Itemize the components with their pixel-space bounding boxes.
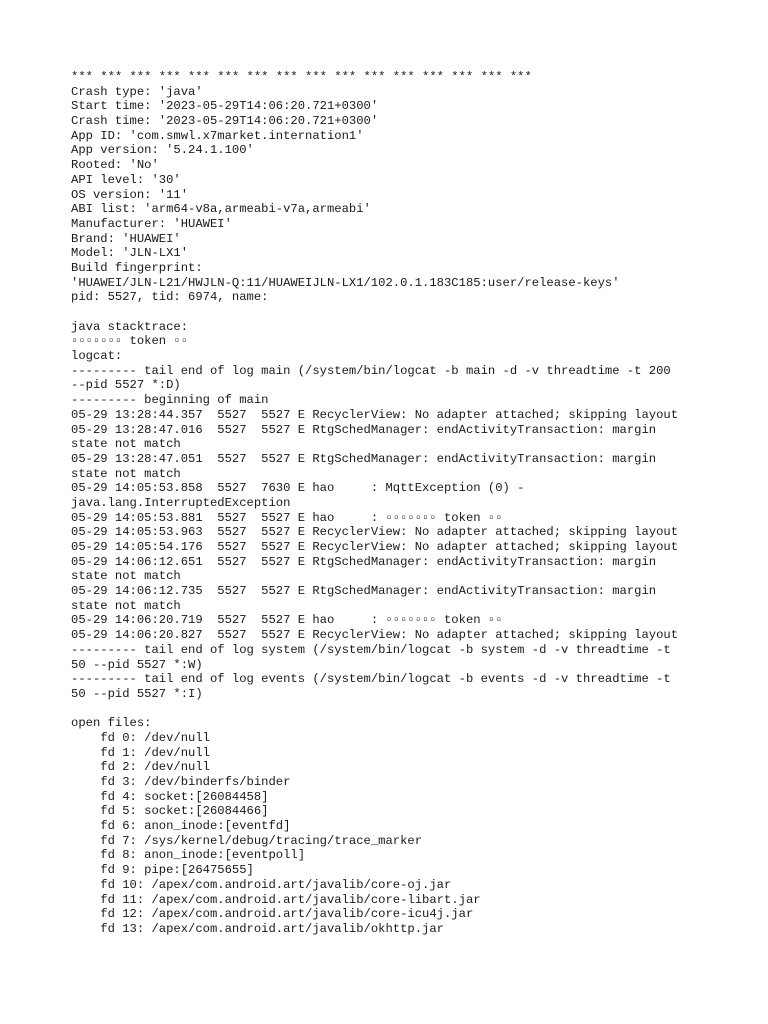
log-line: Brand: 'HUAWEI' bbox=[71, 231, 181, 246]
log-line: *** *** *** *** *** *** *** *** *** *** *** *** *** *** *** *** bbox=[71, 70, 532, 84]
log-line: logcat: bbox=[71, 349, 123, 364]
log-line: fd 1: /dev/null bbox=[71, 745, 210, 760]
log-line: ▫▫▫▫▫▫▫ token ▫▫ bbox=[71, 334, 189, 349]
log-line: fd 4: socket:[26084458] bbox=[71, 789, 269, 804]
log-line: Crash type: 'java' bbox=[71, 84, 203, 99]
log-line: 05-29 14:05:53.881 5527 5527 E hao : ▫▫▫▫▫▫▫ token ▫▫ bbox=[71, 510, 503, 525]
log-line: java.lang.InterruptedException bbox=[71, 495, 291, 510]
log-line: Crash time: '2023-05-29T14:06:20.721+0300' bbox=[71, 114, 379, 129]
log-line: 05-29 14:06:20.719 5527 5527 E hao : ▫▫▫▫▫▫▫ token ▫▫ bbox=[71, 613, 503, 628]
log-line: state not match bbox=[71, 466, 181, 481]
blank-line bbox=[71, 305, 761, 320]
log-line: --------- tail end of log system (/system/bin/logcat -b system -d -v threadtime -t bbox=[71, 642, 671, 657]
log-line: fd 13: /apex/com.android.art/javalib/okhttp.jar bbox=[71, 921, 444, 936]
log-line: 05-29 13:28:47.016 5527 5527 E RtgSchedManager: endActivityTransaction: margin bbox=[71, 422, 657, 437]
log-line: --------- tail end of log events (/system/bin/logcat -b events -d -v threadtime -t bbox=[71, 672, 671, 687]
log-line: --pid 5527 *:D) bbox=[71, 378, 181, 393]
log-line: state not match bbox=[71, 598, 181, 613]
log-line: Model: 'JLN-LX1' bbox=[71, 246, 189, 261]
log-line: App ID: 'com.smwl.x7market.internation1' bbox=[71, 128, 364, 143]
log-line: state not match bbox=[71, 569, 181, 584]
log-line: 50 --pid 5527 *:I) bbox=[71, 686, 203, 701]
log-line: 05-29 13:28:44.357 5527 5527 E RecyclerView: No adapter attached; skipping layout bbox=[71, 407, 679, 422]
log-line: java stacktrace: bbox=[71, 319, 189, 334]
log-line: 05-29 14:05:53.858 5527 7630 E hao : MqttException (0) - bbox=[71, 481, 525, 496]
log-line: fd 10: /apex/com.android.art/javalib/core-oj.jar bbox=[71, 877, 452, 892]
log-line: 05-29 14:05:53.963 5527 5527 E RecyclerView: No adapter attached; skipping layout bbox=[71, 525, 679, 540]
log-line: Manufacturer: 'HUAWEI' bbox=[71, 216, 232, 231]
log-line: fd 0: /dev/null bbox=[71, 730, 210, 745]
log-line: fd 9: pipe:[26475655] bbox=[71, 863, 254, 878]
log-line: fd 3: /dev/binderfs/binder bbox=[71, 775, 291, 789]
log-line: 05-29 13:28:47.051 5527 5527 E RtgSchedManager: endActivityTransaction: margin bbox=[71, 451, 657, 466]
log-line: open files: bbox=[71, 716, 152, 731]
log-line: 05-29 14:06:12.735 5527 5527 E RtgSchedManager: endActivityTransaction: margin bbox=[71, 584, 657, 599]
log-line: Start time: '2023-05-29T14:06:20.721+0300' bbox=[71, 99, 379, 114]
log-line: 05-29 14:06:12.651 5527 5527 E RtgSchedManager: endActivityTransaction: margin bbox=[71, 554, 657, 569]
log-line: state not match bbox=[71, 437, 181, 452]
log-line: --------- beginning of main bbox=[71, 393, 269, 408]
log-line: App version: '5.24.1.100' bbox=[71, 143, 254, 158]
log-line: pid: 5527, tid: 6974, name: bbox=[71, 290, 269, 305]
crash-log-document bbox=[71, 70, 761, 937]
log-line: fd 12: /apex/com.android.art/javalib/core-icu4j.jar bbox=[71, 907, 474, 922]
log-line: 05-29 14:05:54.176 5527 5527 E RecyclerView: No adapter attached; skipping layout bbox=[71, 540, 679, 554]
log-line: fd 2: /dev/null bbox=[71, 760, 210, 775]
log-line: fd 5: socket:[26084466] bbox=[71, 804, 269, 819]
log-line: API level: '30' bbox=[71, 172, 181, 187]
log-line: ABI list: 'arm64-v8a,armeabi-v7a,armeabi' bbox=[71, 202, 371, 217]
log-line: fd 6: anon_inode:[eventfd] bbox=[71, 819, 291, 834]
log-line: --------- tail end of log main (/system/bin/logcat -b main -d -v threadtime -t 200 bbox=[71, 363, 671, 378]
log-line: Rooted: 'No' bbox=[71, 158, 159, 173]
log-line: fd 7: /sys/kernel/debug/tracing/trace_marker bbox=[71, 833, 423, 848]
log-line: fd 11: /apex/com.android.art/javalib/core-libart.jar bbox=[71, 892, 481, 907]
log-line: OS version: '11' bbox=[71, 187, 189, 202]
log-line: Build fingerprint: bbox=[71, 260, 203, 275]
blank-line bbox=[71, 702, 761, 717]
log-line: 'HUAWEI/JLN-L21/HWJLN-Q:11/HUAWEIJLN-LX1/102.0.1.183C185:user/release-keys' bbox=[71, 275, 620, 290]
log-line: 05-29 14:06:20.827 5527 5527 E RecyclerView: No adapter attached; skipping layout bbox=[71, 628, 679, 643]
log-line: fd 8: anon_inode:[eventpoll] bbox=[71, 848, 306, 863]
log-line: 50 --pid 5527 *:W) bbox=[71, 657, 203, 672]
